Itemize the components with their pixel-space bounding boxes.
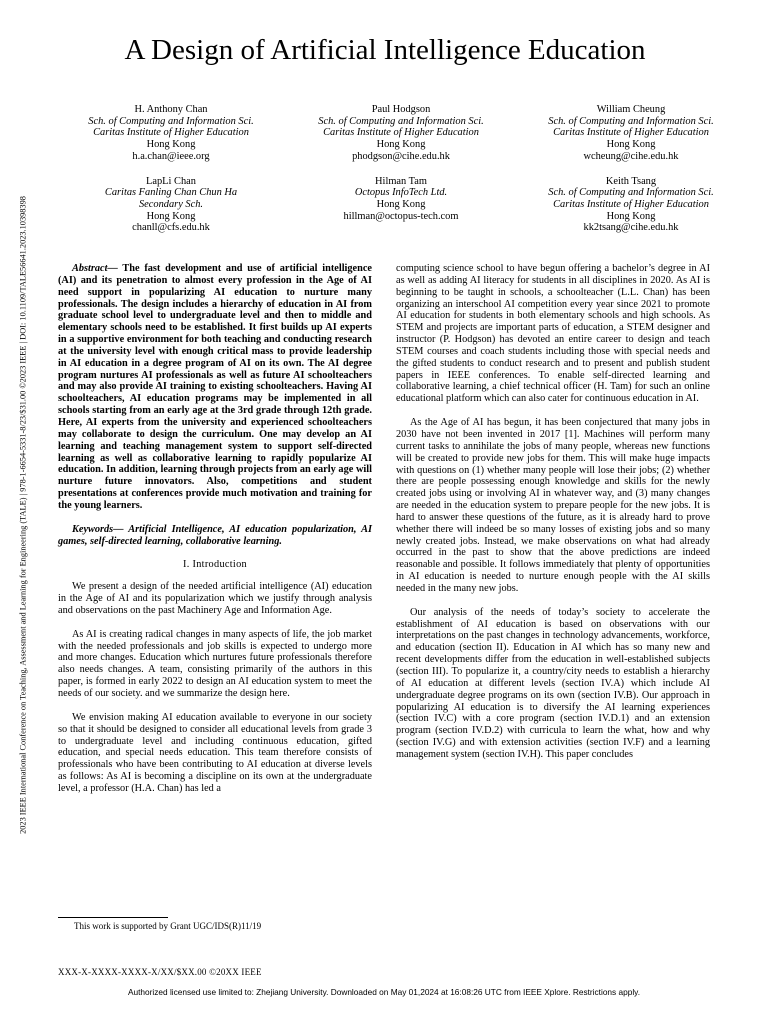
author-location: Hong Kong bbox=[146, 210, 196, 222]
license-notice: Authorized licensed use limited to: Zhejiang University. Downloaded on May 01,2024 at 16:08:26 UTC from IEEE Xplore. Restrictions apply. bbox=[127, 987, 641, 997]
author-name: Keith Tsang bbox=[605, 175, 657, 187]
author-location: Hong Kong bbox=[376, 139, 426, 151]
author-card bbox=[286, 104, 516, 163]
body-paragraph: computing science school to have begun offering a bachelor’s degree in AI as well as adding AI literacy for students in all disciplines in 2020. As AI is beginning to be taught in schools, a schoolteacher (L.L. Chan) has been organizing an interschool AI competition every year since 2021 to promote AI education for students in both elementary schools and high schools. As STEM and projects are important parts of education, a STEM designer and instructor (P. Hodgson) has devoted an entire career to design and teach STEM courses and coach students including those with special needs and the gifted students to conduct research and to present and publish student papers in IEEE conferences. To enable self-directed learning and collaborative learning, a chief technical officer (H. Tam) for such an online educational platform which can also cater for continuous education in AI. bbox=[396, 263, 710, 405]
author-email: wcheung@cihe.edu.hk bbox=[583, 150, 679, 162]
body-paragraph: We envision making AI education available to everyone in our society so that it should be designed to consider all educational levels from grade 3 to undergraduate level and including continuous education, gifted education, and special needs education. This team therefore consists of professionals who have been contributing to AI education at diverse levels as follows: As AI is becoming a discipline on its own at the undergraduate level, a professor (H.A. Chan) has led a bbox=[58, 711, 372, 794]
author-location: Hong Kong bbox=[376, 198, 426, 210]
author-location: Hong Kong bbox=[146, 139, 196, 151]
author-name: H. Anthony Chan bbox=[134, 104, 208, 115]
body-paragraph: We present a design of the needed artificial intelligence (AI) education in the Age of AI and its popularization which we justify through analysis and observations on the past Machinery Age and Information Age. bbox=[58, 581, 372, 616]
body-paragraph: Our analysis of the needs of today’s society to accelerate the establishment of AI education is based on observations with our interpretations on the past changes in technology advancements, workforce, and education (section II). Education in AI which has so many new and recent developments differ from the education in well-established subjects (section III). To popularize it, a country/city needs to establish a hierarchy of AI education at different levels (section IV.A) which include AI undergraduate degree programs on its own (section IV.B). Our approach in popularizing AI education is to diversify the AI learning experiences (section IV.C) with a core program (section IV.D.1) and an extension program (section IV.D.2) with curricula to learn the what, how and why (section IV.G) and with extension activities (section IV.F) and a learning management system (section IV.H). This paper concludes bbox=[396, 606, 710, 760]
author-card bbox=[516, 104, 746, 163]
keywords-text: Artificial Intelligence, AI education popularization, AI games, self-directed learning, collaborative learning. bbox=[58, 523, 372, 547]
author-location: Hong Kong bbox=[606, 139, 656, 151]
author-card bbox=[286, 176, 516, 235]
author-affiliation: Sch. of Computing and Information Sci. bbox=[548, 187, 714, 199]
paper-title: A Design of Artificial Intelligence Education bbox=[124, 34, 646, 66]
author-name: LapLi Chan bbox=[146, 175, 196, 187]
author-institution: Caritas Institute of Higher Education bbox=[553, 127, 709, 139]
left-column bbox=[58, 263, 372, 807]
author-name: William Cheung bbox=[596, 104, 666, 115]
author-institution: Secondary Sch. bbox=[138, 198, 204, 210]
body-paragraph: As AI is creating radical changes in many aspects of life, the job market with the needed professionals and job skills is expected to undergo more and more changes. Education which nurtures future professionals therefore also needs changes. A team, consisting primarily of the authors in this paper, is formed in early 2022 to design an AI education system to meet the needs of our society. and we summarize the design here. bbox=[58, 628, 372, 699]
margin-citation bbox=[16, 135, 30, 895]
author-affiliation: Sch. of Computing and Information Sci. bbox=[318, 115, 484, 127]
author-affiliation: Caritas Fanling Chan Chun Ha bbox=[104, 187, 238, 199]
author-card bbox=[516, 176, 746, 235]
abstract-text: The fast development and use of artificial intelligence (AI) and its penetration to almost every profession in the Age of AI need support in popularizing AI education to nurture many professionals. The design includes a hierarchy of education in AI from graduate school level to undergraduate level and then to middle and elementary schools need to be established. It first builds up AI experts in a supportive environment for both teaching and conducting research at the university level with enough critical mass to provide leadership in AI education in a degree program of AI on its own. The AI degree program nurtures AI professionals as well as future AI schoolteachers and may also provide AI training to existing schoolteachers. Having AI schoolteachers, AI education programs may be implemented in all schools starting from an early age at the 3rd grade through 12th grade. Here, AI experts from the university and experienced schoolteachers may collaborate to design the curriculum. One may develop an AI learning and teaching management system to support self-directed learning as well as collaborative learning to rapidly popularize AI education. In addition, learning through projects from an early age will nurture future innovators. Also, competitions and student presentations at conferences provide much motivation and training for the young learners. bbox=[58, 263, 372, 511]
author-email: phodgson@cihe.edu.hk bbox=[352, 150, 450, 162]
author-email: kk2tsang@cihe.edu.hk bbox=[583, 222, 679, 234]
author-institution: Caritas Institute of Higher Education bbox=[93, 127, 249, 139]
author-affiliation: Sch. of Computing and Information Sci. bbox=[548, 115, 714, 127]
abstract-label: Abstract— bbox=[72, 263, 118, 274]
body-paragraph: As the Age of AI has begun, it has been conjectured that many jobs in 2030 have not been invented in 2017 [1]. Machines will perform many current tasks to annihilate the jobs of many people, whereas new functions will be created to provide new jobs for them. This will make huge impacts with questions on (1) whether many people will lose their jobs; (2) whether there are people possessing enough knowledge and skills for the newly created jobs using or involving AI in whatever way, and (3) many changes are needed in the education system to prepare people for the new jobs. It is hard to answer these questions of the future, as it is already hard to prove whether there will indeed be so many losses of existing jobs and so many newly created jobs. Instead, we make observations on what had already occurred in the past to show that the above predictions are indeed reasonable and possible. It follows immediately that plenty of opportunities in AI education is needed to nurture enough people with the AI skills needed in the many new jobs. bbox=[396, 417, 710, 594]
author-email: h.a.chan@ieee.org bbox=[132, 150, 210, 162]
margin-citation-text: 2023 IEEE International Conference on Teaching, Assessment and Learning for Engineering (TALE) | 978-1-6654-5331-8/23/$31.00 ©2023 IEEE | DOI: 10.1109/TALE56641.2023.10398398 bbox=[18, 196, 28, 834]
right-column bbox=[396, 263, 710, 773]
section-heading: I. Introduction bbox=[183, 559, 247, 571]
keywords-label: Keywords— bbox=[72, 523, 124, 535]
author-location: Hong Kong bbox=[606, 210, 656, 222]
footnote: This work is supported by Grant UGC/IDS(R)11/19 bbox=[74, 921, 262, 931]
author-email: chanll@cfs.edu.hk bbox=[132, 222, 210, 234]
author-affiliation: Sch. of Computing and Information Sci. bbox=[88, 115, 254, 127]
author-block bbox=[56, 104, 746, 234]
keywords bbox=[58, 524, 372, 548]
abstract bbox=[58, 263, 372, 512]
author-name: Paul Hodgson bbox=[371, 104, 431, 115]
author-institution: Caritas Institute of Higher Education bbox=[553, 198, 709, 210]
author-card bbox=[56, 176, 286, 235]
footnote-divider bbox=[58, 917, 168, 918]
author-affiliation: Octopus InfoTech Ltd. bbox=[354, 187, 448, 199]
author-name: Hilman Tam bbox=[375, 175, 427, 187]
author-institution: Caritas Institute of Higher Education bbox=[323, 127, 479, 139]
author-card bbox=[56, 104, 286, 163]
author-email: hillman@octopus-tech.com bbox=[343, 210, 459, 222]
copyright-code: XXX-X-XXXX-XXXX-X/XX/$XX.00 ©20XX IEEE bbox=[58, 967, 262, 977]
